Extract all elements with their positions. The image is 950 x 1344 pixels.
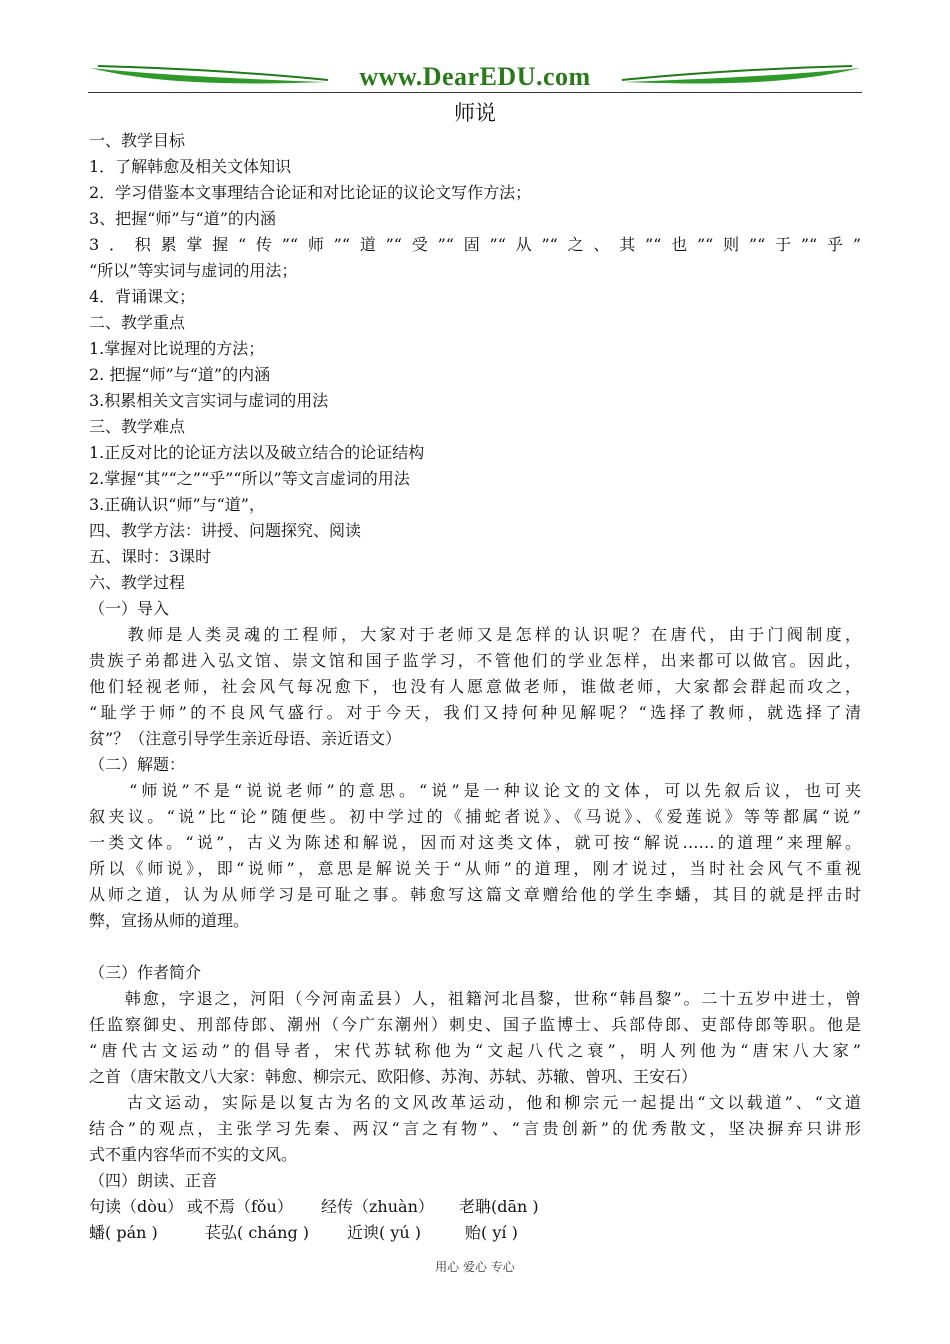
pinyin-row	[89, 1220, 861, 1246]
text-line: 2.掌握“其”“之”“乎”“所以”等文言虚词的用法	[89, 469, 410, 488]
text-line: “耻学于师”的不良风气盛行。对于今天，我们又持何种见解呢？“选择了教师，就选择了清	[89, 703, 861, 722]
text-line: 1.掌握对比说理的方法；	[89, 339, 265, 358]
pinyin-item: 苌弘( cháng )	[205, 1223, 310, 1242]
section-heading: 五、课时：3课时	[89, 547, 212, 566]
text-line: 韩愈，字退之，河阳（今河南孟县）人，祖籍河北昌黎，世称“韩昌黎”。二十五岁中进士，曾	[89, 989, 861, 1008]
pinyin-item: 经传（zhuàn）	[321, 1197, 434, 1216]
text-line: “师说”不是“说说老师”的意思。“说”是一种议论文的文体，可以先叙后议，也可夹	[89, 781, 861, 800]
text-line: 所以《师说》，即“说师”，意思是解说关于“从师”的道理，刚才说过，当时社会风气不重视	[89, 859, 861, 878]
subsection-heading: （四）朗读、正音	[89, 1171, 218, 1190]
site-header	[88, 60, 862, 96]
text-line: 结合”的观点，主张学习先秦、两汉“言之有物”、“言贵创新”的优秀散文，坚决摒弃只讲形	[89, 1119, 861, 1138]
section-heading: 四、教学方法：讲授、问题探究、阅读	[89, 521, 362, 540]
pinyin-item: 老聃(dān )	[459, 1197, 539, 1216]
document-body	[89, 128, 861, 1246]
blank-line	[89, 934, 861, 960]
site-logo: www.DearEDU.com	[359, 62, 591, 91]
text-line: 叙夹议。“说”比“论”随便些。初中学过的《捕蛇者说》、《马说》、《爱莲说》等等都属“说”	[89, 807, 861, 826]
text-line: 他们轻视老师，社会风气每况愈下，也没有人愿意做老师，谁做老师，大家都会群起而攻之，	[89, 677, 861, 696]
pinyin-row	[89, 1194, 861, 1220]
subsection-heading: （三）作者简介	[89, 963, 202, 982]
text-line: 2．学习借鉴本文事理结合论证和对比论证的议论文写作方法；	[89, 183, 532, 202]
pinyin-item: 句读（dòu）	[89, 1197, 184, 1216]
text-line: 一类文体。“说”，古义为陈述和解说，因而对这类文体，就可按“解说……的道理”来理解。	[89, 833, 861, 852]
subsection-heading: （二）解题：	[89, 755, 186, 774]
section-heading: 二、教学重点	[89, 313, 186, 332]
pinyin-item: 近谀( yú )	[347, 1223, 422, 1242]
section-heading: 六、教学过程	[89, 573, 186, 592]
text-line: 贫”？（注意引导学生亲近母语、亲近语文）	[89, 729, 402, 748]
text-line: 3.正确认识“师”与“道”，	[89, 495, 265, 514]
text-line: 4．背诵课文；	[89, 287, 196, 306]
text-line: 式不重内容华而不实的文风。	[89, 1145, 298, 1164]
page-footer: 用心 爱心 专心	[435, 1260, 515, 1274]
text-line: “所以”等实词与虚词的用法；	[89, 261, 298, 280]
subsection-heading: （一）导入	[89, 599, 170, 618]
header-rule	[88, 92, 862, 93]
pinyin-item: 蟠( pán )	[89, 1223, 158, 1242]
pinyin-item: 贻( yí )	[465, 1223, 518, 1242]
text-line: 3、把握“师”与“道”的内涵	[89, 209, 276, 228]
text-line: 1.正反对比的论证方法以及破立结合的论证结构	[89, 443, 425, 462]
text-line: 3．积累掌握“传”“师”“道”“受”“固”“从”“之、其”“也”“则”“于”“乎”	[89, 235, 861, 254]
pinyin-item: 或不焉（fǒu）	[187, 1197, 293, 1216]
text-line: 2. 把握“师”与“道”的内涵	[89, 365, 271, 384]
document-title: 师说	[454, 101, 496, 125]
section-heading: 三、教学难点	[89, 417, 186, 436]
text-line: 之首（唐宋散文八大家：韩愈、柳宗元、欧阳修、苏洵、苏轼、苏辙、曾巩、王安石）	[89, 1067, 698, 1086]
text-line: 弊，宣扬从师的道理。	[89, 911, 250, 930]
text-line: 古文运动，实际是以复古为名的文风改革运动，他和柳宗元一起提出“文以载道”、“文道	[89, 1093, 861, 1112]
text-line: 一、教学目标	[89, 131, 186, 150]
text-line: “唐代古文运动”的倡导者，宋代苏轼称他为“文起八代之衰”，明人列他为“唐宋八大家”	[89, 1041, 861, 1060]
text-line: 任监察御史、刑部侍郎、潮州（今广东潮州）刺史、国子监博士、兵部侍郎、吏部侍郎等职。他是	[89, 1015, 861, 1034]
text-line: 教师是人类灵魂的工程师，大家对于老师又是怎样的认识呢？在唐代，由于门阀制度，	[89, 625, 861, 644]
text-line: 从师之道，认为从师学习是可耻之事。韩愈写这篇文章赠给他的学生李蟠，其目的就是抨击时	[89, 885, 861, 904]
text-line: 1．了解韩愈及相关文体知识	[89, 157, 292, 176]
text-line: 贵族子弟都进入弘文馆、崇文馆和国子监学习，不管他们的学业怎样，出来都可以做官。因此，	[89, 651, 861, 670]
text-line: 3.积累相关文言实词与虚词的用法	[89, 391, 329, 410]
